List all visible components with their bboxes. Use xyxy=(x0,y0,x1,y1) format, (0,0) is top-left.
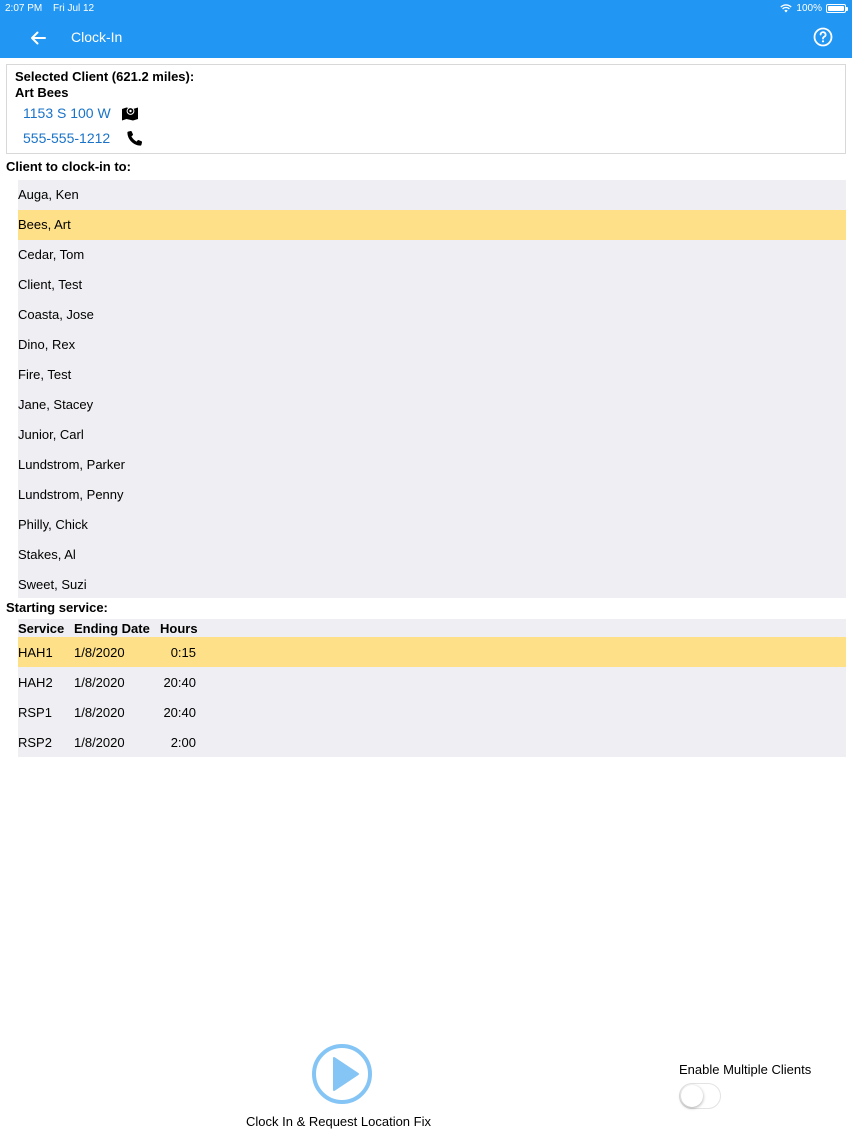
service-code: RSP1 xyxy=(18,704,52,720)
clock-in-button-label[interactable]: Clock In & Request Location Fix xyxy=(246,1114,431,1129)
service-ending-date: 1/8/2020 xyxy=(74,644,125,660)
service-ending-date: 1/8/2020 xyxy=(74,674,125,690)
client-list-item[interactable]: Stakes, Al xyxy=(18,547,76,562)
service-code: RSP2 xyxy=(18,734,52,750)
status-indicators xyxy=(780,3,846,14)
client-list-item[interactable]: Auga, Ken xyxy=(18,187,79,202)
client-list-item[interactable]: Bees, Art xyxy=(18,210,846,240)
service-row[interactable] xyxy=(18,637,846,667)
client-list-item[interactable]: Client, Test xyxy=(18,277,83,292)
client-list xyxy=(18,180,846,598)
client-list-item[interactable]: Philly, Chick xyxy=(18,517,88,532)
service-rows xyxy=(18,637,846,757)
client-list-item[interactable]: Sweet, Suzi xyxy=(18,577,87,592)
service-row[interactable] xyxy=(18,667,846,697)
client-list-item[interactable]: Fire, Test xyxy=(18,367,72,382)
service-hours: 0:15 xyxy=(170,644,196,660)
client-list-item[interactable]: Dino, Rex xyxy=(18,337,76,352)
selected-client-card xyxy=(6,64,846,154)
enable-multiple-clients-toggle[interactable] xyxy=(679,1083,721,1109)
phone-icon[interactable] xyxy=(127,130,143,146)
client-phone-link[interactable]: 555-555-1212 xyxy=(23,130,111,146)
service-code: HAH1 xyxy=(18,644,53,660)
column-header-ending-date: Ending Date xyxy=(74,620,150,636)
service-hours: 20:40 xyxy=(163,674,196,690)
toggle-knob xyxy=(681,1085,703,1107)
selected-client-heading: Selected Client (621.2 miles): xyxy=(15,69,195,84)
service-hours: 2:00 xyxy=(170,734,196,750)
service-table-header xyxy=(18,619,846,637)
map-icon[interactable] xyxy=(121,105,139,121)
back-button[interactable] xyxy=(26,26,50,50)
service-hours: 20:40 xyxy=(163,704,196,720)
service-ending-date: 1/8/2020 xyxy=(74,734,125,750)
status-time: 2:07 PM xyxy=(5,3,43,14)
client-list-item[interactable]: Jane, Stacey xyxy=(18,397,94,412)
selected-client-name: Art Bees xyxy=(15,85,69,100)
service-ending-date: 1/8/2020 xyxy=(74,704,125,720)
arrow-left-icon xyxy=(29,29,47,47)
client-address-link[interactable]: 1153 S 100 W xyxy=(23,105,111,121)
service-table xyxy=(18,619,846,757)
app-bar xyxy=(0,0,852,58)
service-code: HAH2 xyxy=(18,674,53,690)
service-row[interactable] xyxy=(18,697,846,727)
enable-multiple-clients-label: Enable Multiple Clients xyxy=(679,1062,812,1077)
play-circle-icon[interactable] xyxy=(311,1043,373,1105)
client-list-item[interactable]: Coasta, Jose xyxy=(18,307,94,322)
column-header-service: Service xyxy=(18,620,65,636)
client-list-item[interactable]: Junior, Carl xyxy=(18,427,84,442)
client-list-item[interactable]: Lundstrom, Parker xyxy=(18,457,125,472)
help-circle-icon[interactable] xyxy=(812,26,834,48)
wifi-icon xyxy=(780,4,792,13)
service-row[interactable] xyxy=(18,727,846,757)
client-list-item[interactable]: Cedar, Tom xyxy=(18,247,85,262)
column-header-hours: Hours xyxy=(160,620,198,636)
client-list-label: Client to clock-in to: xyxy=(6,159,131,174)
status-date: Fri Jul 12 xyxy=(53,3,95,14)
battery-icon xyxy=(826,4,846,13)
page-title: Clock-In xyxy=(71,29,123,45)
services-label: Starting service: xyxy=(6,600,108,615)
battery-percent: 100% xyxy=(796,3,822,14)
client-list-item[interactable]: Lundstrom, Penny xyxy=(18,487,124,502)
